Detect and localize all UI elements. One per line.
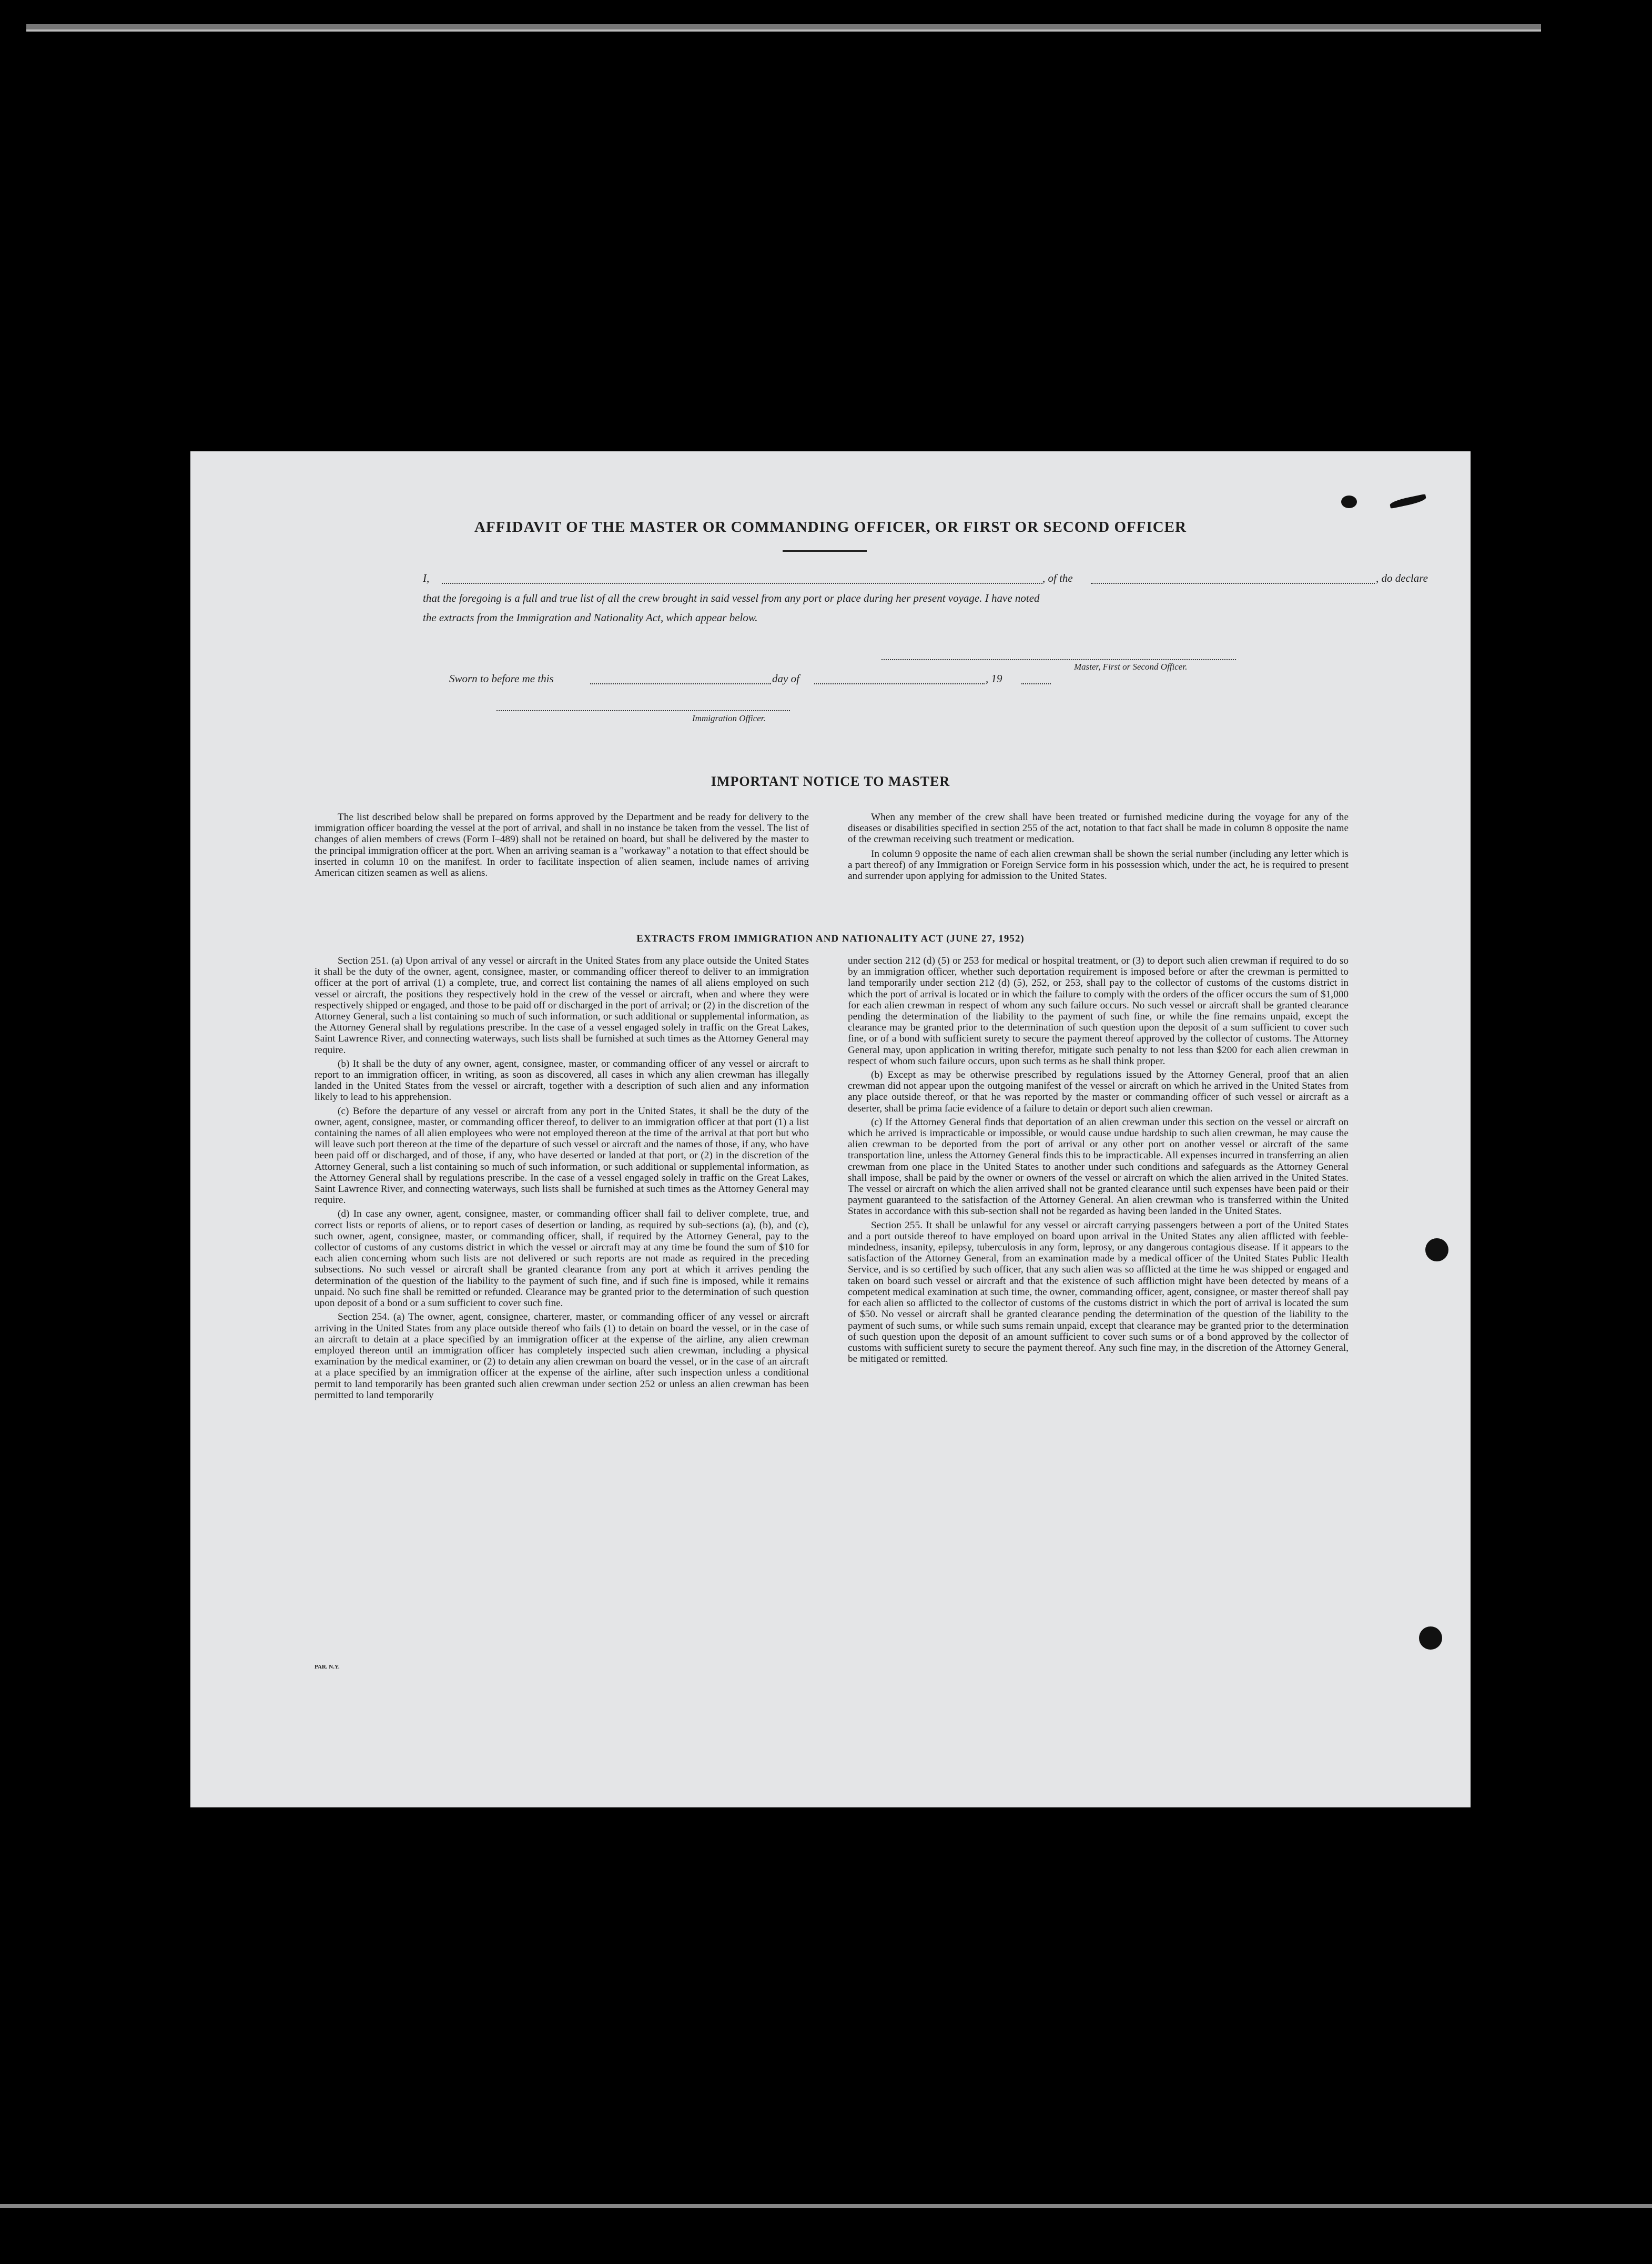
print-code: PAR. N.Y. (315, 1664, 340, 1670)
vessel-blank (1091, 583, 1375, 584)
film-edge-top-highlight (26, 29, 1541, 32)
film-edge-bottom (0, 2204, 1652, 2208)
extract-paragraph: (c) If the Attorney General finds that deportation of an alien crewman under this section on the vessel or aircraft on which he arrived is impracticable or impossible, or would cause undue hardship to such alien crewman, he may cause the alien crewman to be deported from the port of arrival or any other port on another vessel or aircraft of the same transportation line, unless the Attorney General finds this to be impracticable. All expenses incurred in transferring an alien crewman from one place in the United States to another under such conditions and safeguards as the Attorney General shall impose, shall be paid by the owner or owners of the vessel or aircraft on which the alien arrived in the United States. The vessel or aircraft on which the alien arrived shall not be granted clearance until such expenses have been paid or their payment guaranteed to the satisfaction of the Attorney General. An alien crewman who is transferred within the United States in accordance with this sub-section shall not be regarded as having been landed in the United States. (848, 1116, 1349, 1217)
year-label: , 19 (986, 672, 1002, 685)
punch-hole (1425, 1238, 1448, 1261)
extracts-right-column (848, 955, 1349, 1365)
declaration-i: I, (423, 572, 430, 584)
ink-blot (1341, 496, 1357, 508)
day-of-label: day of (772, 672, 799, 685)
officer-caption: Immigration Officer. (692, 713, 766, 723)
extract-paragraph: under section 212 (d) (5) or 253 for medical or hospital treatment, or (3) to deport such alien crewman if required to do so by an immigration officer, whether such deportation requirement is imposed before or after the crewman is permitted to land temporarily under section 212 (d) (5), 252, or 253, shall pay to the collector of customs of the customs district in which the port of arrival is located or in which the failure to comply with the orders of the officer occurs the sum of $1,000 for each alien crewman in respect of whom any such failure occurs. No such vessel or aircraft shall be granted clearance pending the determination of the liability to the payment of such fine, or while the fine remains unpaid, except the clearance may be granted prior to the determination of such question upon the deposit of a sum sufficient to cover such fine, or of a bond with sufficient surety to secure the payment thereof approved by the collector of customs. The Attorney General may, upon application in writing therefor, mitigate such penalty to not less than $200 for each alien crewman in respect of whom such failure occurs, upon such terms as he shall think proper. (848, 955, 1349, 1067)
master-signature-line (881, 659, 1236, 660)
notice-left-column (315, 812, 809, 878)
declaration-line2: that the foregoing is a full and true list of all the crew brought in said vessel from any port or place during her present voyage. I have noted (423, 592, 1040, 604)
extract-paragraph: (d) In case any owner, agent, consignee, master, or commanding officer shall fail to deliver complete, true, and correct lists or reports of aliens, or to report cases of desertion or landing, as required by sub-sections (a), (b), and (c), such owner, agent, consignee, master, or commanding officer, shall, if required by the Attorney General, pay to the collector of customs of any customs district in which the vessel or aircraft may at any time be found the sum of $10 for each alien concerning whom such lists are not delivered or such reports are not made as required in the preceding subsections. No such vessel or aircraft shall be granted clearance from any port at which it arrives pending the determination of the question of the liability to the payment of such fine, and if such fine is imposed, while it remains unpaid. No such fine shall be remitted or refunded. Clearance may be granted prior to the determination of such question upon deposit of a bond or a sum sufficient to cover such fine. (315, 1208, 809, 1309)
declaration-of-the: , of the (1042, 572, 1073, 584)
sworn-month-blank (814, 683, 985, 684)
extract-paragraph: Section 254. (a) The owner, agent, consignee, charterer, master, or commanding officer of any vessel or aircraft arriving in the United States from any place outside thereof who fails (1) to detain on board the vessel, or in the case of an aircraft to detain at a place specified by an immigration officer at the expense of the airline, any alien crewman employed thereon until an immigration officer has completely inspected such alien crewman, including a physical examination by the medical examiner, or (2) to detain any alien crewman on board the vessel, or in the case of an aircraft at a place specified by an immigration officer at the expense of the airline, after such inspection unless a conditional permit to land temporarily has been granted such alien crewman under section 252 or unless an alien crewman has been permitted to land temporarily (315, 1311, 809, 1401)
notice-title: IMPORTANT NOTICE TO MASTER (711, 774, 950, 789)
sworn-year-blank (1021, 683, 1051, 684)
notice-paragraph: The list described below shall be prepared on forms approved by the Department and be ready for delivery to the immigration officer boarding the vessel at the port of arrival, and shall in no instance be taken from the vessel. The list of changes of alien members of crews (Form I–489) shall not be retained on board, but shall be delivered by the master to the principal immigration officer at the port. When an arriving seaman is a "workaway" a notation to that effect should be inserted in column 10 on the manifest. In order to facilitate inspection of alien seamen, include names of arriving American citizen seamen as well as aliens. (315, 812, 809, 879)
notice-paragraph: When any member of the crew shall have been treated or furnished medicine during the voyage for any of the diseases or disabilities specified in section 255 of the act, notation to that fact shall be made in column 8 opposite the name of the crewman receiving such treatment or medication. (848, 812, 1349, 845)
officer-signature-line (496, 710, 790, 711)
notice-right-column (848, 812, 1349, 882)
title-rule (783, 550, 867, 552)
sworn-before-label: Sworn to before me this (449, 672, 554, 685)
extract-paragraph: (b) It shall be the duty of any owner, agent, consignee, master, or commanding officer of any vessel or aircraft to report to an immigration officer, in writing, as soon as discovered, all cases in which any alien crewman has illegally landed in the United States from the vessel or aircraft, together with a description of such alien and any information likely to lead to his apprehension. (315, 1058, 809, 1103)
affidavit-title: AFFIDAVIT OF THE MASTER OR COMMANDING OFFICER, OR FIRST OR SECOND OFFICER (474, 519, 1187, 535)
extracts-title: EXTRACTS FROM IMMIGRATION AND NATIONALITY ACT (JUNE 27, 1952) (636, 933, 1025, 944)
notice-paragraph: In column 9 opposite the name of each alien crewman shall be shown the serial number (including any letter which is a part thereof) of any Immigration or Foreign Service form in his possession which, under the act, he is required to present and surrender upon applying for admission to the United States. (848, 848, 1349, 882)
extract-paragraph: Section 255. It shall be unlawful for any vessel or aircraft carrying passengers between a port of the United States and a port outside thereof to have employed on board upon arrival in the United States any alien afflicted with feeble-mindedness, insanity, epilepsy, tuberculosis in any form, leprosy, or any dangerous contagious disease. If it appears to the satisfaction of the Attorney General, from an examination made by a medical officer of the United States Public Health Service, and is so certified by such officer, that any such alien was so afflicted at the time he was shipped or engaged and taken on board such vessel or aircraft and that the existence of such affliction might have been detected by means of a competent medical examination at such time, the owner, commanding officer, agent, consignee, or master thereof shall pay for each alien so afflicted to the collector of customs of the customs district in which the port of arrival is located the sum of $50. No vessel or aircraft shall be granted clearance pending the determination of the question of the liability to the payment of such sums, or while such sums remain unpaid, except that clearance may be granted prior to the determination of such question upon the deposit of an amount sufficient to cover such sums or of a bond approved by the collector of customs with sufficient surety to secure the payment thereof. Any such fine may, in the discretion of the Attorney General, be mitigated or remitted. (848, 1219, 1349, 1365)
extracts-left-column (315, 955, 809, 1401)
declaration-line3: the extracts from the Immigration and Nationality Act, which appear below. (423, 611, 758, 624)
name-blank (442, 583, 1042, 584)
extract-paragraph: (c) Before the departure of any vessel or aircraft from any port in the United States, it shall be the duty of the owner, agent, consignee, master, or commanding officer thereof, to deliver to an immigration officer at that port (1) a list containing the names of all alien employees who were not employed thereon at the time of the arrival at that port but who will leave such port thereon at the time of the departure of such vessel or aircraft and the names of those, if any, who have been paid off or discharged, and of those, if any, who have deserted or landed at that port, or (2) in the discretion of the Attorney General, such a list containing so much of such information, or such additional or supplemental information, as the Attorney General shall by regulations prescribe. In the case of a vessel engaged solely in traffic on the Great Lakes, Saint Lawrence River, and connecting waterways, such lists shall be furnished at such times as the Attorney General may require. (315, 1105, 809, 1206)
document-page (190, 451, 1471, 1807)
declaration-do-declare: , do declare (1376, 572, 1428, 584)
extract-paragraph: (b) Except as may be otherwise prescribed by regulations issued by the Attorney General, proof that an alien crewman did not appear upon the outgoing manifest of the vessel or aircraft on which he arrived in the United States from any place outside thereof, or that he was reported by the master or commanding officer of such vessel or aircraft as a deserter, shall be prima facie evidence of a failure to detain or deport such alien crewman. (848, 1069, 1349, 1114)
master-caption: Master, First or Second Officer. (1074, 662, 1188, 672)
extract-paragraph: Section 251. (a) Upon arrival of any vessel or aircraft in the United States from any place outside the United States it shall be the duty of the owner, agent, consignee, master, or commanding officer thereof to deliver to an immigration officer at the port of arrival (1) a complete, true, and correct list containing the names of all aliens employed on such vessel or aircraft, the positions they respectively hold in the crew of the vessel or aircraft, when and where they were respectively shipped or engaged, and those to be paid off or discharged in the port of arrival; or (2) in the discretion of the Attorney General, such a list containing so much of such information, or such additional or supplemental information, as the Attorney General shall by regulations prescribe. In the case of a vessel engaged solely in traffic on the Great Lakes, Saint Lawrence River, and connecting waterways, such lists shall be furnished at such times as the Attorney General may require. (315, 955, 809, 1056)
sworn-day-blank (590, 683, 771, 684)
ink-blot (1389, 494, 1426, 509)
punch-hole (1419, 1626, 1442, 1650)
